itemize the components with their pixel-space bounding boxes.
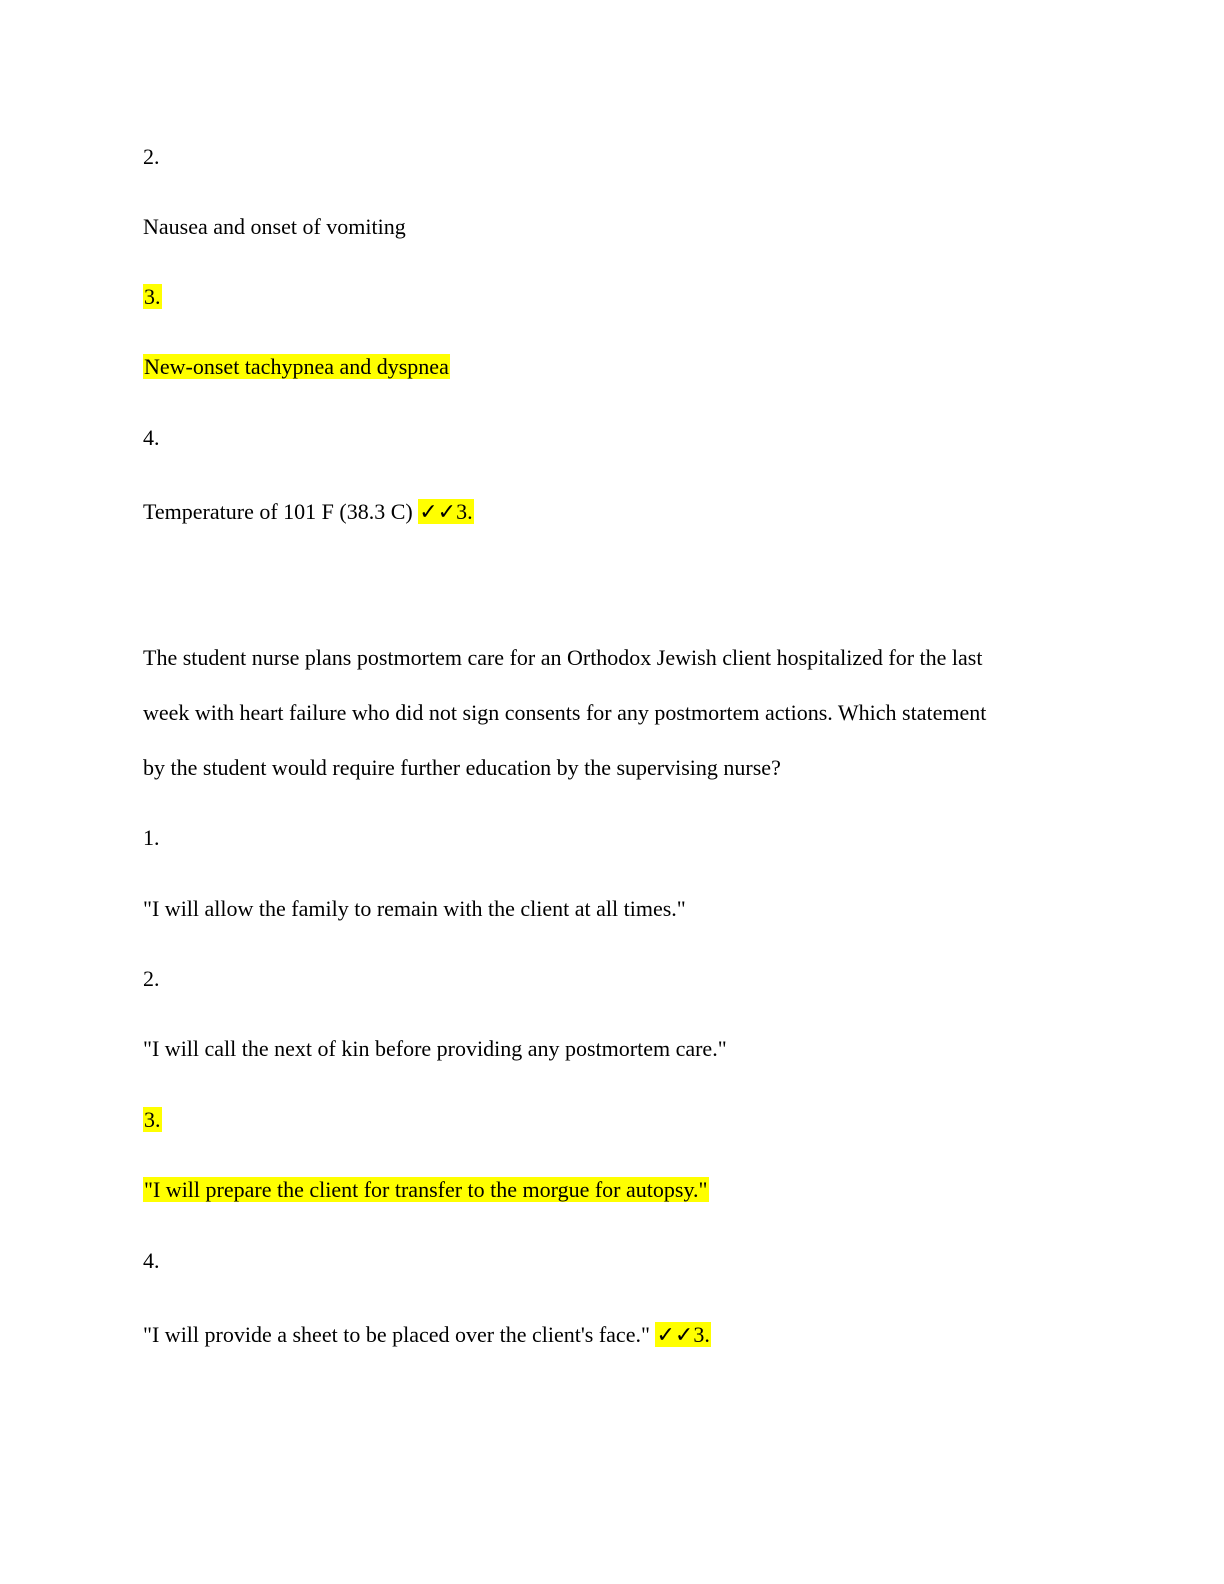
highlighted-correct-answer: New-onset tachypnea and dyspnea <box>144 354 449 379</box>
option-1-number: 1. <box>143 825 160 850</box>
answer-key-marker <box>655 1322 710 1347</box>
option-3-number <box>143 1105 162 1135</box>
prev-option-2-text: Nausea and onset of vomiting <box>143 214 406 239</box>
double-check-icon: ✓✓ <box>656 1323 694 1348</box>
option-1-text: "I will allow the family to remain with the client at all times." <box>143 896 686 921</box>
prev-option-2-number: 2. <box>143 144 160 169</box>
option-2-number: 2. <box>143 966 160 991</box>
highlighted-correct-number: 3. <box>144 1107 161 1132</box>
answer-key-marker <box>418 499 473 524</box>
option-4-text: "I will provide a sheet to be placed over the client's face." ✓✓3. <box>143 1322 710 1348</box>
option-2-text: "I will call the next of kin before providing any postmortem care." <box>143 1036 727 1061</box>
double-check-icon: ✓✓ <box>419 500 457 525</box>
answer-key-value: 3. <box>456 499 473 524</box>
prev-option-3-number <box>143 282 162 312</box>
highlighted-correct-number: 3. <box>144 284 161 309</box>
highlighted-correct-answer: "I will prepare the client for transfer to the morgue for autopsy." <box>144 1177 708 1202</box>
question-text-line-2: week with heart failure who did not sign consents for any postmortem actions. Which statement <box>143 700 987 725</box>
answer-key-value: 3. <box>693 1322 710 1347</box>
prev-option-4-number: 4. <box>143 425 160 450</box>
option-4-number: 4. <box>143 1248 160 1273</box>
prev-option-3-text <box>143 352 450 382</box>
option-3-text <box>143 1175 709 1205</box>
question-text-line-1: The student nurse plans postmortem care for an Orthodox Jewish client hospitalized for the last <box>143 645 983 670</box>
question-text-line-3: by the student would require further education by the supervising nurse? <box>143 755 781 780</box>
prev-option-4-text: Temperature of 101 F (38.3 C) ✓✓3. <box>143 499 473 525</box>
